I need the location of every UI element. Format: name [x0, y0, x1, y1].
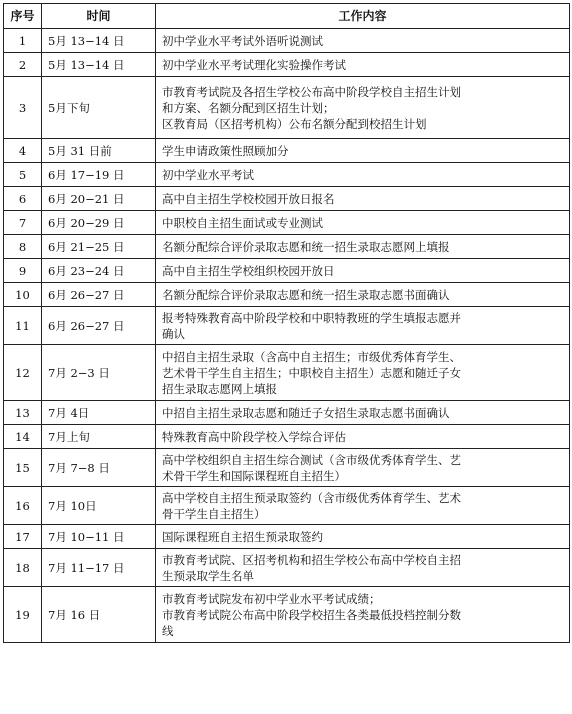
row-work-content: [156, 187, 570, 211]
row-work-content: [156, 235, 570, 259]
work-line: 生预录取学生名单: [162, 568, 254, 583]
table-row: [4, 29, 570, 53]
row-number: 1: [4, 29, 42, 53]
work-line: 国际课程班自主招生预录取签约: [162, 529, 323, 544]
row-number: 14: [4, 425, 42, 449]
row-time: 7月 16 日: [42, 587, 156, 643]
header-no: 序号: [4, 4, 42, 29]
row-number: 18: [4, 549, 42, 587]
table-row: [4, 449, 570, 487]
work-line: 术骨干学生和国际课程班自主招生）: [162, 468, 346, 483]
row-time: 6月 21−25 日: [42, 235, 156, 259]
row-work-content: [156, 211, 570, 235]
work-line: 市教育考试院及各招生学校公布高中阶段学校自主招生计划: [162, 84, 461, 99]
row-work-content: [156, 449, 570, 487]
row-number: 7: [4, 211, 42, 235]
row-number: 17: [4, 525, 42, 549]
work-line: 招生录取志愿网上填报: [162, 381, 277, 396]
table-row: [4, 549, 570, 587]
table-row: [4, 53, 570, 77]
table-row: [4, 235, 570, 259]
row-time: 6月 17−19 日: [42, 163, 156, 187]
row-time: 5月 13−14 日: [42, 53, 156, 77]
row-work-content: [156, 487, 570, 525]
table-header-row: [4, 4, 570, 29]
row-time: 7月 4日: [42, 401, 156, 425]
row-number: 11: [4, 307, 42, 345]
row-work-content: [156, 53, 570, 77]
row-time: 6月 20−29 日: [42, 211, 156, 235]
table-row: [4, 187, 570, 211]
row-time: 7月 2−3 日: [42, 345, 156, 401]
row-number: 8: [4, 235, 42, 259]
row-work-content: [156, 345, 570, 401]
work-line: 学生申请政策性照顾加分: [162, 143, 289, 158]
table-row: [4, 77, 570, 139]
work-line: 区教育局（区招考机构）公布名额分配到校招生计划: [162, 116, 427, 131]
table-body: [4, 29, 570, 643]
row-time: 6月 23−24 日: [42, 259, 156, 283]
row-work-content: [156, 549, 570, 587]
work-line: 市教育考试院公布高中阶段学校招生各类最低投档控制分数: [162, 607, 461, 622]
work-line: 中招自主招生录取志愿和随迁子女招生录取志愿书面确认: [162, 405, 450, 420]
row-number: 19: [4, 587, 42, 643]
table-row: [4, 587, 570, 643]
row-number: 10: [4, 283, 42, 307]
table-row: [4, 525, 570, 549]
row-time: 6月 20−21 日: [42, 187, 156, 211]
header-time: 时间: [42, 4, 156, 29]
table-row: [4, 307, 570, 345]
work-line: 市教育考试院发布初中学业水平考试成绩；: [162, 591, 381, 606]
row-number: 13: [4, 401, 42, 425]
work-line: 高中自主招生学校校园开放日报名: [162, 191, 335, 206]
row-work-content: [156, 29, 570, 53]
work-line: 初中学业水平考试: [162, 167, 254, 182]
row-work-content: [156, 139, 570, 163]
row-work-content: [156, 259, 570, 283]
row-time: 7月 10−11 日: [42, 525, 156, 549]
table-row: [4, 259, 570, 283]
row-number: 9: [4, 259, 42, 283]
table-row: [4, 425, 570, 449]
row-work-content: [156, 401, 570, 425]
row-number: 12: [4, 345, 42, 401]
row-time: 5月 13−14 日: [42, 29, 156, 53]
row-time: 7月 10日: [42, 487, 156, 525]
row-time: 5月下旬: [42, 77, 156, 139]
row-time: 7月上旬: [42, 425, 156, 449]
work-line: 初中学业水平考试理化实验操作考试: [162, 57, 346, 72]
table-row: [4, 345, 570, 401]
table-row: [4, 487, 570, 525]
row-time: 6月 26−27 日: [42, 307, 156, 345]
row-time: 5月 31 日前: [42, 139, 156, 163]
table-row: [4, 211, 570, 235]
row-work-content: [156, 587, 570, 643]
work-line: 名额分配综合评价录取志愿和统一招生录取志愿网上填报: [162, 239, 450, 254]
row-work-content: [156, 525, 570, 549]
work-line: 骨干学生自主招生）: [162, 506, 266, 521]
row-number: 4: [4, 139, 42, 163]
work-line: 市教育考试院、区招考机构和招生学校公布高中学校自主招: [162, 552, 461, 567]
row-time: 7月 11−17 日: [42, 549, 156, 587]
row-work-content: [156, 163, 570, 187]
table-row: [4, 163, 570, 187]
work-line: 中招自主招生录取（含高中自主招生；市级优秀体育学生、: [162, 349, 461, 364]
row-number: 16: [4, 487, 42, 525]
work-line: 线: [162, 623, 174, 638]
row-number: 5: [4, 163, 42, 187]
schedule-table: [3, 3, 570, 643]
work-line: 艺术骨干学生自主招生；中职校自主招生）志愿和随迁子女: [162, 365, 461, 380]
work-line: 确认: [162, 326, 185, 341]
work-line: 名额分配综合评价录取志愿和统一招生录取志愿书面确认: [162, 287, 450, 302]
work-line: 报考特殊教育高中阶段学校和中职特教班的学生填报志愿并: [162, 310, 461, 325]
table-row: [4, 401, 570, 425]
header-work: 工作内容: [156, 4, 570, 29]
work-line: 高中自主招生学校组织校园开放日: [162, 263, 335, 278]
work-line: 中职校自主招生面试或专业测试: [162, 215, 323, 230]
work-line: 特殊教育高中阶段学校入学综合评估: [162, 429, 346, 444]
row-time: 6月 26−27 日: [42, 283, 156, 307]
row-number: 3: [4, 77, 42, 139]
row-number: 2: [4, 53, 42, 77]
row-work-content: [156, 425, 570, 449]
row-work-content: [156, 77, 570, 139]
work-line: 初中学业水平考试外语听说测试: [162, 33, 323, 48]
row-work-content: [156, 307, 570, 345]
schedule-document: [3, 3, 569, 643]
table-row: [4, 283, 570, 307]
row-number: 15: [4, 449, 42, 487]
work-line: 和方案、名额分配到区招生计划；: [162, 100, 335, 115]
table-row: [4, 139, 570, 163]
row-number: 6: [4, 187, 42, 211]
row-time: 7月 7−8 日: [42, 449, 156, 487]
row-work-content: [156, 283, 570, 307]
work-line: 高中学校组织自主招生综合测试（含市级优秀体育学生、艺: [162, 452, 461, 467]
work-line: 高中学校自主招生预录取签约（含市级优秀体育学生、艺术: [162, 490, 461, 505]
